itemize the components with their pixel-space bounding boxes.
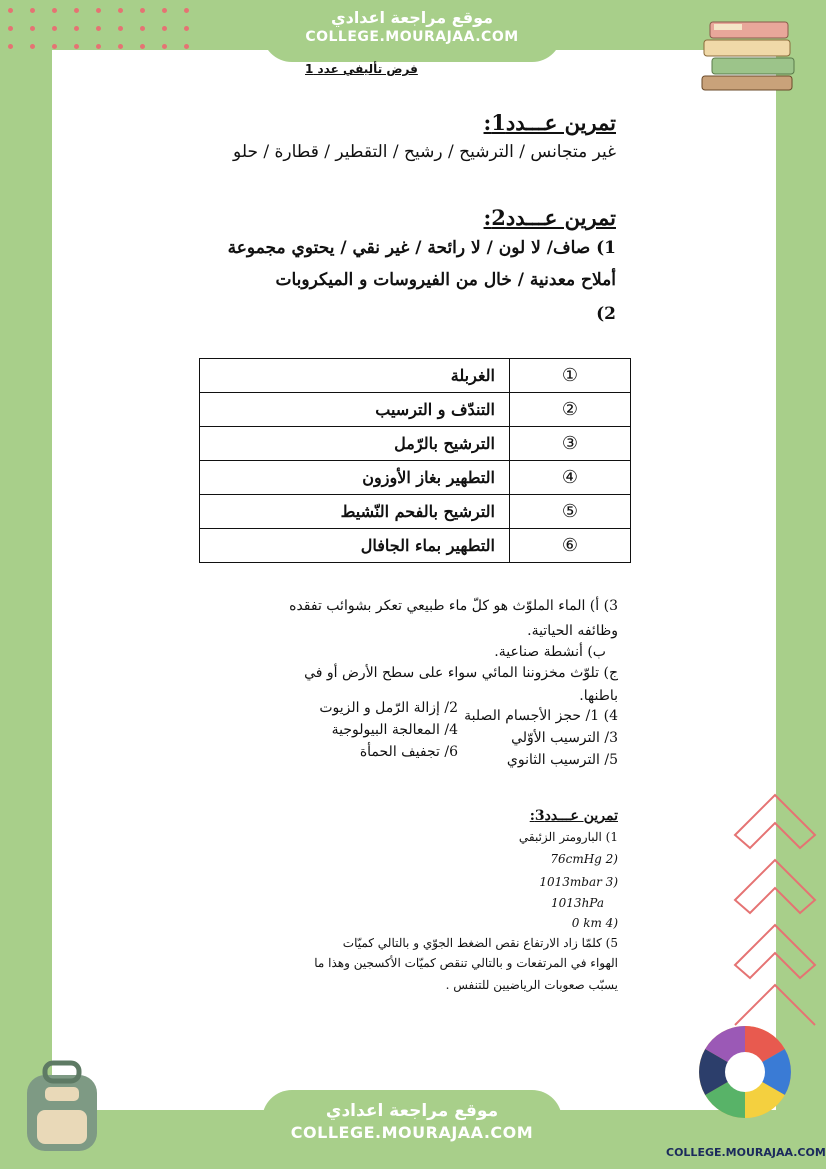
step-name: التطهير بماء الجافال — [200, 529, 510, 563]
ex3-line-3b: 1013hPa — [551, 896, 604, 910]
q3-b: ب) أنشطة صناعية. — [494, 644, 606, 660]
decorative-dot — [118, 44, 123, 49]
decorative-dot — [8, 8, 13, 13]
exercise-1-title: تمرين عـــدد1: — [483, 110, 616, 135]
table-row — [200, 529, 631, 563]
decorative-dot — [74, 26, 79, 31]
site-name-arabic: موقع مراجعة اعدادي — [325, 1101, 499, 1121]
q4-item-5: 5/ الترسيب الثانوي — [506, 752, 618, 768]
decorative-dot — [184, 8, 189, 13]
decorative-dot — [140, 44, 145, 49]
site-banner-bottom[interactable] — [262, 1090, 562, 1169]
exercise-3-title: تمرين عـــدد3: — [529, 808, 618, 824]
exercise-1-answer: غير متجانس / الترشيح / رشيح / التقطير / قطارة / حلو — [233, 142, 616, 162]
books-icon — [700, 14, 810, 94]
decorative-dot — [74, 44, 79, 49]
decorative-dot — [118, 8, 123, 13]
decorative-dot — [52, 8, 57, 13]
decorative-dot — [30, 8, 35, 13]
chevron-up-icon — [730, 790, 820, 1030]
q3-a-line-1: 3) أ) الماء الملوّث هو كلّ ماء طبيعي تعكر بشوائب تفقده — [289, 598, 618, 614]
treatment-steps-table — [199, 358, 631, 563]
exercise-2-line-1: 1) صاف/ لا لون / لا رائحة / غير نقي / يحتوي مجموعة — [227, 238, 616, 258]
decorative-dot — [162, 8, 167, 13]
decorative-dot — [96, 8, 101, 13]
decorative-dot — [96, 26, 101, 31]
table-row — [200, 359, 631, 393]
ex3-line-3: 1013mbar 3) — [539, 875, 618, 889]
exercise-2-line-3: 2) — [596, 304, 616, 324]
site-banner-top[interactable] — [262, 0, 562, 62]
decorative-dot — [8, 26, 13, 31]
q3-c-line-1: ج) تلوّث مخزوننا المائي سواء على سطح الأرض أو في — [304, 665, 618, 681]
site-url: COLLEGE.MOURAJAA.COM — [290, 1123, 534, 1142]
decorative-dot — [140, 26, 145, 31]
ex3-line-5a: 5) كلمّا زاد الارتفاع نقص الضغط الجوّي و بالتالي كميّات — [342, 936, 618, 950]
exercise-2-title: تمرين عـــدد2: — [483, 205, 616, 230]
site-name-arabic: موقع مراجعة اعدادي — [330, 8, 494, 27]
step-name: الترشيح بالرّمل — [200, 427, 510, 461]
decorative-dot — [30, 26, 35, 31]
decorative-dot — [74, 8, 79, 13]
step-number: ④ — [510, 461, 631, 495]
document-page — [52, 50, 776, 1110]
q4-item-3: 3/ الترسيب الأوّلي — [511, 730, 618, 746]
logo-text: COLLEGE.MOURAJAA.COM — [666, 1146, 826, 1159]
ex3-line-5c: يسبّب صعوبات الرياضيين للتنفس . — [445, 978, 618, 992]
table-row — [200, 461, 631, 495]
decorative-dot — [184, 26, 189, 31]
decorative-dot — [52, 26, 57, 31]
decorative-dot — [162, 26, 167, 31]
decorative-dot — [140, 8, 145, 13]
q3-c-line-2: باطنها. — [579, 688, 618, 704]
step-name: الغربلة — [200, 359, 510, 393]
q4-item-4: 4/ المعالجة البيولوجية — [331, 722, 458, 738]
site-logo-icon — [695, 1022, 795, 1140]
decorative-dot — [30, 44, 35, 49]
q4-item-1: 4) 1/ حجز الأجسام الصلبة — [464, 708, 618, 724]
step-number: ① — [510, 359, 631, 393]
step-number: ⑥ — [510, 529, 631, 563]
q4-item-6: 6/ تجفيف الحمأة — [359, 744, 458, 760]
decorative-dot — [8, 44, 13, 49]
decorative-dot — [162, 44, 167, 49]
q3-a-line-2: وظائفه الحياتية. — [527, 623, 618, 639]
step-name: الترشيح بالفحم النّشيط — [200, 495, 510, 529]
step-number: ③ — [510, 427, 631, 461]
step-name: التندّف و الترسيب — [200, 393, 510, 427]
site-url: COLLEGE.MOURAJAA.COM — [305, 29, 519, 45]
ex3-line-2: 76cmHg 2) — [550, 852, 618, 866]
table-row — [200, 495, 631, 529]
decorative-dot — [184, 44, 189, 49]
exercise-2-line-2: أملاح معدنية / خال من الفيروسات و الميكروبات — [275, 270, 616, 290]
document-reference: فرض تأليفي عدد 1 — [305, 62, 418, 76]
step-number: ② — [510, 393, 631, 427]
ex3-line-5b: الهواء في المرتفعات و بالتالي تنقص كميّات الأكسجين وهذا ما — [314, 956, 618, 970]
decorative-dot — [96, 44, 101, 49]
decorative-dot — [52, 44, 57, 49]
decorative-dot — [118, 26, 123, 31]
step-number: ⑤ — [510, 495, 631, 529]
table-row — [200, 427, 631, 461]
table-row — [200, 393, 631, 427]
ex3-line-4: 0 km 4) — [571, 916, 618, 930]
backpack-icon — [15, 1055, 110, 1155]
decorative-dots — [8, 8, 208, 52]
step-name: التطهير بغاز الأوزون — [200, 461, 510, 495]
q4-item-2: 2/ إزالة الرّمل و الزيوت — [319, 700, 458, 716]
ex3-line-1: 1) البارومتر الزئبقي — [518, 830, 618, 844]
